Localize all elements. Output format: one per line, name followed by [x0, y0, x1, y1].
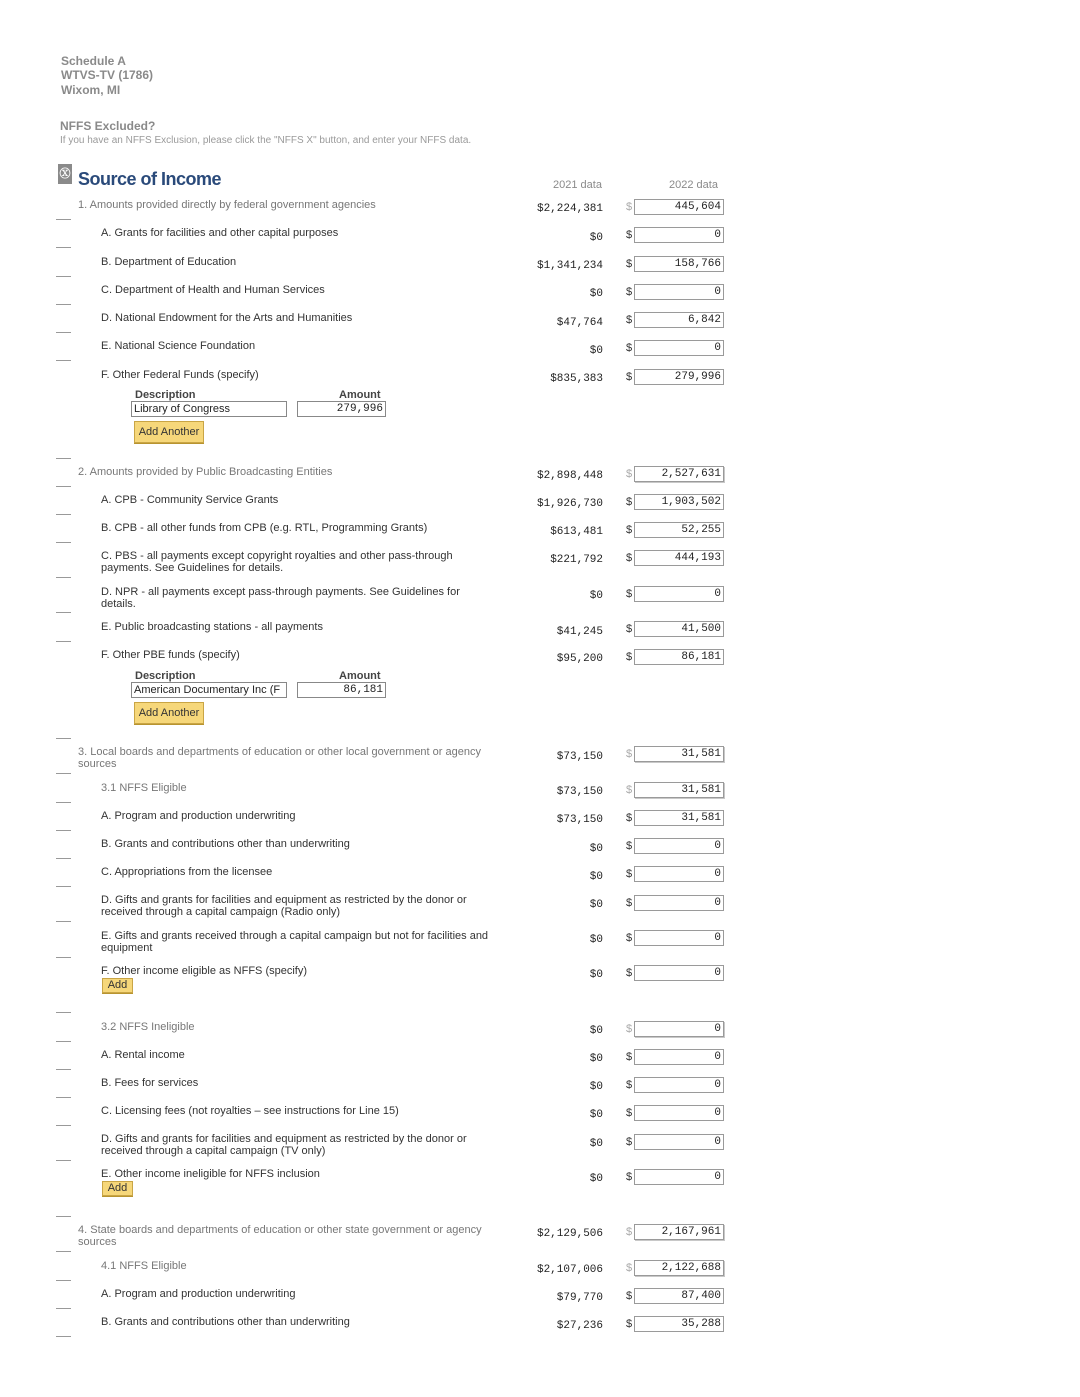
- row-divider: [56, 773, 71, 774]
- value-2021: $47,764: [556, 317, 603, 329]
- dollar-sign: $: [626, 496, 633, 508]
- col-2022-header: 2022 data: [669, 179, 718, 191]
- dollar-sign: $: [626, 524, 633, 536]
- amount-input[interactable]: 279,996: [297, 401, 386, 417]
- row-label: 4.1 NFFS Eligible: [101, 1260, 187, 1272]
- row-label: E. National Science Foundation: [101, 340, 256, 352]
- dollar-sign: $: [626, 286, 633, 298]
- value-2021: $2,898,448: [536, 470, 603, 482]
- row-divider: [56, 1097, 71, 1098]
- amount-header: Amount: [339, 389, 381, 401]
- dollar-sign: $: [626, 897, 633, 909]
- dollar-sign: $: [626, 588, 633, 600]
- value-2022-input[interactable]: 0: [634, 838, 724, 854]
- row-divider: [56, 1251, 71, 1252]
- dollar-sign: $: [626, 623, 633, 635]
- value-2021: $2,224,381: [536, 203, 603, 215]
- value-2022-input[interactable]: 86,181: [634, 649, 724, 665]
- row-divider: [56, 304, 71, 305]
- row-divider: [56, 858, 71, 859]
- row-label: D. NPR - all payments except pass-through payments. See Guidelines for details.: [101, 586, 460, 610]
- dollar-sign: $: [626, 371, 633, 383]
- row-divider: [56, 219, 71, 220]
- row-label: C. Appropriations from the licensee: [101, 866, 273, 878]
- row-divider: [56, 1336, 71, 1337]
- row-label: B. Grants and contributions other than underwriting: [101, 838, 350, 850]
- value-2022-input[interactable]: 6,842: [634, 312, 724, 328]
- row-label: F. Other income eligible as NFFS (specify): [101, 965, 308, 977]
- row-label: 1. Amounts provided directly by federal government agencies: [78, 199, 376, 211]
- value-2022-input[interactable]: 0: [634, 930, 724, 946]
- value-2022-input[interactable]: 0: [634, 1077, 724, 1093]
- station-label: WTVS-TV (1786): [61, 68, 154, 82]
- amount-header: Amount: [339, 670, 381, 682]
- value-2022-input[interactable]: 0: [634, 340, 724, 356]
- row-label: C. PBS - all payments except copyright royalties and other pass-through payments. See Guidelines for details.: [101, 550, 453, 574]
- dollar-sign: $: [626, 840, 633, 852]
- row-label: A. Rental income: [101, 1049, 185, 1061]
- dollar-sign: $: [626, 967, 633, 979]
- row-divider: [56, 1280, 71, 1281]
- value-2021: $41,245: [556, 626, 603, 638]
- location-label: Wixom, MI: [61, 83, 121, 97]
- dollar-sign: $: [626, 314, 633, 326]
- row-label: F. Other PBE funds (specify): [101, 649, 240, 661]
- value-2022-input[interactable]: 0: [634, 1169, 724, 1185]
- value-2021: $0: [589, 1109, 603, 1121]
- value-2021: $95,200: [556, 653, 603, 665]
- value-2022-input[interactable]: 31,581: [634, 746, 724, 762]
- row-label: B. Department of Education: [101, 256, 237, 268]
- value-2022-input[interactable]: 444,193: [634, 550, 724, 566]
- value-2021: $73,150: [556, 814, 603, 826]
- row-divider: [56, 738, 71, 739]
- dollar-sign: $: [626, 1171, 633, 1183]
- value-2022-input[interactable]: 0: [634, 284, 724, 300]
- value-2021: $835,383: [550, 373, 603, 385]
- dollar-sign: $: [626, 868, 633, 880]
- dollar-sign: $: [626, 748, 633, 760]
- row-label: 3. Local boards and departments of education or other local government or agency sources: [78, 746, 481, 770]
- value-2021: $0: [589, 969, 603, 981]
- section-title: Source of Income: [78, 169, 222, 189]
- row-label: D. Gifts and grants for facilities and equipment as restricted by the donor or received through a capital campaign (Radio only): [101, 894, 467, 918]
- row-label: 3.1 NFFS Eligible: [101, 782, 187, 794]
- value-2022-input[interactable]: 0: [634, 1049, 724, 1065]
- row-divider: [56, 276, 71, 277]
- row-label: A. Grants for facilities and other capital purposes: [101, 227, 339, 239]
- value-2022-input[interactable]: 279,996: [634, 369, 724, 385]
- dollar-sign: $: [626, 1023, 633, 1035]
- description-header: Description: [135, 670, 196, 682]
- nffs-excluded-title: NFFS Excluded?: [60, 119, 156, 133]
- value-2022-input[interactable]: 31,581: [634, 782, 724, 798]
- value-2021: $0: [589, 288, 603, 300]
- value-2021: $0: [589, 843, 603, 855]
- value-2022-input[interactable]: 0: [634, 1021, 724, 1037]
- dollar-sign: $: [626, 784, 633, 796]
- value-2022-input[interactable]: 0: [634, 1134, 724, 1150]
- value-2021: $0: [589, 232, 603, 244]
- row-label: D. Gifts and grants for facilities and equipment as restricted by the donor or received through a capital campaign (TV only): [101, 1133, 467, 1157]
- row-divider: [56, 886, 71, 887]
- value-2021: $0: [589, 1173, 603, 1185]
- row-label: E. Public broadcasting stations - all payments: [101, 621, 323, 633]
- value-2021: $0: [589, 899, 603, 911]
- value-2021: $0: [589, 345, 603, 357]
- row-label: A. Program and production underwriting: [101, 810, 296, 822]
- row-divider: [56, 1012, 71, 1013]
- dollar-sign: $: [626, 651, 633, 663]
- add-button[interactable]: Add: [102, 1181, 133, 1196]
- row-divider: [56, 577, 71, 578]
- value-2021: $0: [589, 1053, 603, 1065]
- dollar-sign: $: [626, 468, 633, 480]
- value-2022-input[interactable]: 158,766: [634, 256, 724, 272]
- dollar-sign: $: [626, 1290, 633, 1302]
- value-2021: $0: [589, 934, 603, 946]
- row-divider: [56, 641, 71, 642]
- value-2022-input[interactable]: 0: [634, 586, 724, 602]
- value-2022-input[interactable]: 0: [634, 965, 724, 981]
- row-divider: [56, 360, 71, 361]
- row-label: 3.2 NFFS Ineligible: [101, 1021, 195, 1033]
- value-2021: $0: [589, 1081, 603, 1093]
- value-2022-input[interactable]: 0: [634, 1105, 724, 1121]
- row-label: B. Grants and contributions other than underwriting: [101, 1316, 350, 1328]
- value-2022-input[interactable]: 2,167,961: [634, 1224, 724, 1240]
- dollar-sign: $: [626, 1079, 633, 1091]
- dollar-sign: $: [626, 229, 633, 241]
- dollar-sign: $: [626, 1318, 633, 1330]
- description-input[interactable]: Library of Congress: [131, 401, 287, 417]
- row-divider: [56, 458, 71, 459]
- value-2022-input[interactable]: 0: [634, 866, 724, 882]
- amount-input[interactable]: 86,181: [297, 682, 386, 698]
- dollar-sign: $: [626, 932, 633, 944]
- row-label: B. CPB - all other funds from CPB (e.g. RTL, Programming Grants): [101, 522, 428, 534]
- dollar-sign: $: [626, 552, 633, 564]
- row-label: C. Department of Health and Human Services: [101, 284, 325, 296]
- value-2021: $1,926,730: [536, 498, 603, 510]
- row-divider: [56, 542, 71, 543]
- value-2021: $221,792: [550, 554, 603, 566]
- value-2021: $0: [589, 590, 603, 602]
- value-2022-input[interactable]: 41,500: [634, 621, 724, 637]
- dollar-sign: $: [626, 1262, 633, 1274]
- value-2021: $0: [589, 1025, 603, 1037]
- row-label: A. CPB - Community Service Grants: [101, 494, 279, 506]
- dollar-sign: $: [626, 342, 633, 354]
- value-2021: $73,150: [556, 786, 603, 798]
- value-2021: $73,150: [556, 751, 603, 763]
- value-2021: $613,481: [550, 526, 603, 538]
- schedule-label: Schedule A: [61, 54, 126, 68]
- value-2021: $0: [589, 1138, 603, 1150]
- value-2022-input[interactable]: 2,122,688: [634, 1260, 724, 1276]
- value-2022-input[interactable]: 31,581: [634, 810, 724, 826]
- value-2021: $27,236: [556, 1320, 603, 1332]
- value-2022-input[interactable]: 0: [634, 227, 724, 243]
- value-2022-input[interactable]: 52,255: [634, 522, 724, 538]
- dollar-sign: $: [626, 1226, 633, 1238]
- row-label: D. National Endowment for the Arts and Humanities: [101, 312, 353, 324]
- value-2022-input[interactable]: 87,400: [634, 1288, 724, 1304]
- value-2022-input[interactable]: 2,527,631: [634, 466, 724, 482]
- row-label: 4. State boards and departments of education or other state government or agency sources: [78, 1224, 482, 1248]
- row-divider: [56, 1041, 71, 1042]
- col-2021-header: 2021 data: [553, 179, 602, 191]
- dollar-sign: $: [626, 1051, 633, 1063]
- add-another-button[interactable]: Add Another: [134, 421, 204, 443]
- nffs-excluded-text: If you have an NFFS Exclusion, please click the "NFFS X" button, and enter your NFFS data.: [60, 135, 472, 146]
- dollar-sign: $: [626, 201, 633, 213]
- row-label: F. Other Federal Funds (specify): [101, 369, 259, 381]
- value-2021: $2,129,506: [536, 1228, 603, 1240]
- row-label: E. Other income ineligible for NFFS inclusion: [101, 1168, 320, 1180]
- row-divider: [56, 1216, 71, 1217]
- add-button[interactable]: Add: [102, 978, 133, 993]
- row-label: E. Gifts and grants received through a capital campaign but not for facilities and equipment: [101, 930, 489, 954]
- value-2021: $79,770: [556, 1292, 603, 1304]
- row-divider: [56, 1125, 71, 1126]
- row-divider: [56, 612, 71, 613]
- row-label: B. Fees for services: [101, 1077, 199, 1089]
- description-header: Description: [135, 389, 196, 401]
- row-divider: [56, 332, 71, 333]
- row-divider: [56, 802, 71, 803]
- add-another-button[interactable]: Add Another: [134, 702, 204, 724]
- row-divider: [56, 830, 71, 831]
- nffs-x-icon[interactable]: Ⓧ: [58, 164, 72, 184]
- description-input[interactable]: American Documentary Inc (F: [131, 682, 287, 698]
- row-label: 2. Amounts provided by Public Broadcasting Entities: [78, 466, 333, 478]
- row-divider: [56, 921, 71, 922]
- row-divider: [56, 247, 71, 248]
- row-divider: [56, 1069, 71, 1070]
- dollar-sign: $: [626, 258, 633, 270]
- value-2022-input[interactable]: 445,604: [634, 199, 724, 215]
- row-label: C. Licensing fees (not royalties – see instructions for Line 15): [101, 1105, 399, 1117]
- value-2021: $2,107,006: [536, 1264, 603, 1276]
- row-divider: [56, 1308, 71, 1309]
- value-2021: $1,341,234: [536, 260, 603, 272]
- value-2022-input[interactable]: 0: [634, 895, 724, 911]
- row-divider: [56, 486, 71, 487]
- dollar-sign: $: [626, 1107, 633, 1119]
- value-2022-input[interactable]: 35,288: [634, 1316, 724, 1332]
- dollar-sign: $: [626, 1136, 633, 1148]
- value-2022-input[interactable]: 1,903,502: [634, 494, 724, 510]
- row-label: A. Program and production underwriting: [101, 1288, 296, 1300]
- row-divider: [56, 514, 71, 515]
- row-divider: [56, 1160, 71, 1161]
- row-divider: [56, 957, 71, 958]
- dollar-sign: $: [626, 812, 633, 824]
- value-2021: $0: [589, 871, 603, 883]
